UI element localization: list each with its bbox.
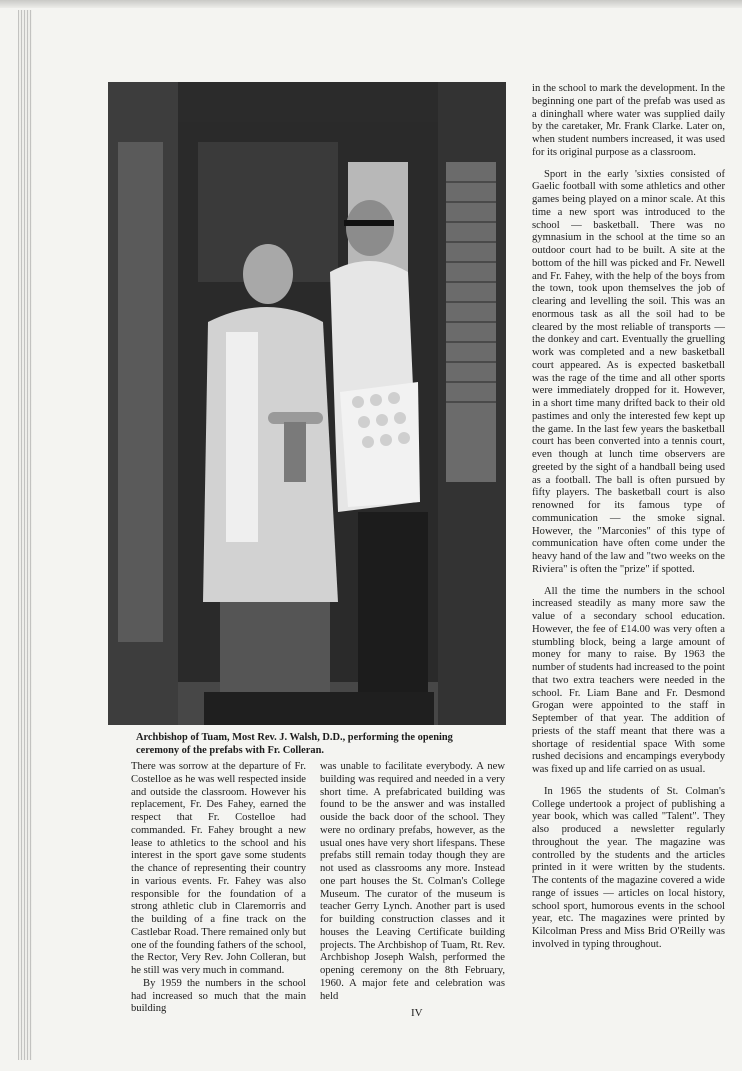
scan-edge-left bbox=[18, 10, 32, 1060]
paragraph: Sport in the early 'sixties consisted of Gaelic football with some athletics and other games being played on a minor scale. At this time a new sport was introduced to the school — basketball. There was no gymnasium in the school at the time so an outdoor court had to be built. A site at the bottom of the hill was picked and Fr. Newell and Fr. Fahey, with the help of the boys from the town, took upon themselves the job of clearing and levelling the soil. This was an enormous task as all the soil had to be cleared by the most reliable of transports — the donkey and cart. Eventually the gruelling work was completed and a new basketball court appeared. As is expected basketball was the rage of the time and all other sports were immediately dropped for it. However, in a short time many drifted back to their old pastimes and only the interested few kept up the game. In the last few years the basketball court has been converted into a tennis court, even though at lunch time observers are greeted by the sight of a handball being used as a football. The ball is often pursued by fifty players. The basketball court is also renowned for its famous type of communication — the smoke signal. However, the "Marconies" of this type of communication have often come under the heavy hand of the law and "two weeks on the Riviera" is often the "prize" if spotted. bbox=[532, 168, 725, 575]
paragraph: was unable to facilitate everybody. A new building was required and needed in a very short time. A prefabricated building was found to be the answer and was installed ouside the back door of the school. They were no ordinary prefabs, however, as the usual ones have very short lifespans. These prefabs still remain today though they are not used as classrooms any more. Instead one part houses the St. Colman's College Museum. The curator of the museum is teacher Gerry Lynch. Another part is used for building construction classes and it houses the Leaving Certificate building projects. The Archbishop of Tuam, Rt. Rev. Archbishop Joseph Walsh, performed the opening ceremony on the 8th February, 1960. A major fete and celebration was held bbox=[320, 761, 505, 1002]
text-column-1 bbox=[131, 761, 306, 1016]
page-number: IV bbox=[411, 1007, 423, 1019]
paragraph: There was sorrow at the departure of Fr. Costelloe as he was well respected inside and outside the classroom. However his replacement, Fr. Des Fahey, earned the respect that Fr. Costelloe had commanded. Fr. Fahey brought a new lease to athletics to the school and his interest in the sport gave some students the chance of representing their country in various events. Fr. Fahey was also responsible for the foundation of a strong athletic club in Claremorris and the building of a fine track on the Castlebar Road. There remained only but one of the founding fathers of the school, the Rector, Very Rev. John Colleran, but he still was very much in command. bbox=[131, 761, 306, 976]
paragraph: All the time the numbers in the school increased steadily as many more saw the value of a secondary school education. However, the fee of £14.00 was very often a stumbling block, being a large amount of money for many to raise. By 1963 the number of students had increased to the point that two extra teachers were needed in the school. Fr. Liam Bane and Fr. Desmond Grogan were appointed to the staff in September of that year. The addition of priests of the staff meant that there was a shortage of residential space With some rushed decisions and encampings everybody was fixed up and life carried on as usual. bbox=[532, 585, 725, 775]
paragraph: In 1965 the students of St. Colman's College undertook a project of publishing a year book, which was called "Talent". They also produced a newsletter regularly throughout the year. The magazine was controlled by the students and the articles printed in it were written by the students. The contents of the magazine covered a wide range of issues — articles on local history, school sport, humorous events in the school year, etc. The magazines were printed by Kilcolman Press and Miss Brid O'Reilly was involved in typing throughout. bbox=[532, 785, 725, 950]
scan-edge-top bbox=[0, 0, 742, 8]
text-column-3 bbox=[532, 83, 725, 952]
paragraph: By 1959 the numbers in the school had increased so much that the main building bbox=[131, 977, 306, 1015]
text-column-2 bbox=[320, 761, 505, 1003]
figure-caption: Archbishop of Tuam, Most Rev. J. Walsh, D.D., performing the opening ceremony of the prefabs with Fr. Colleran. bbox=[136, 732, 453, 756]
photograph bbox=[108, 82, 506, 725]
paragraph: in the school to mark the development. In the beginning one part of the prefab was used as a dininghall where water was supplied daily by the caretaker, Mr. Frank Clarke. Later on, when student numbers increased, it was used for its original purpose as a classroom. bbox=[532, 83, 725, 158]
photograph-illustration bbox=[108, 82, 506, 725]
